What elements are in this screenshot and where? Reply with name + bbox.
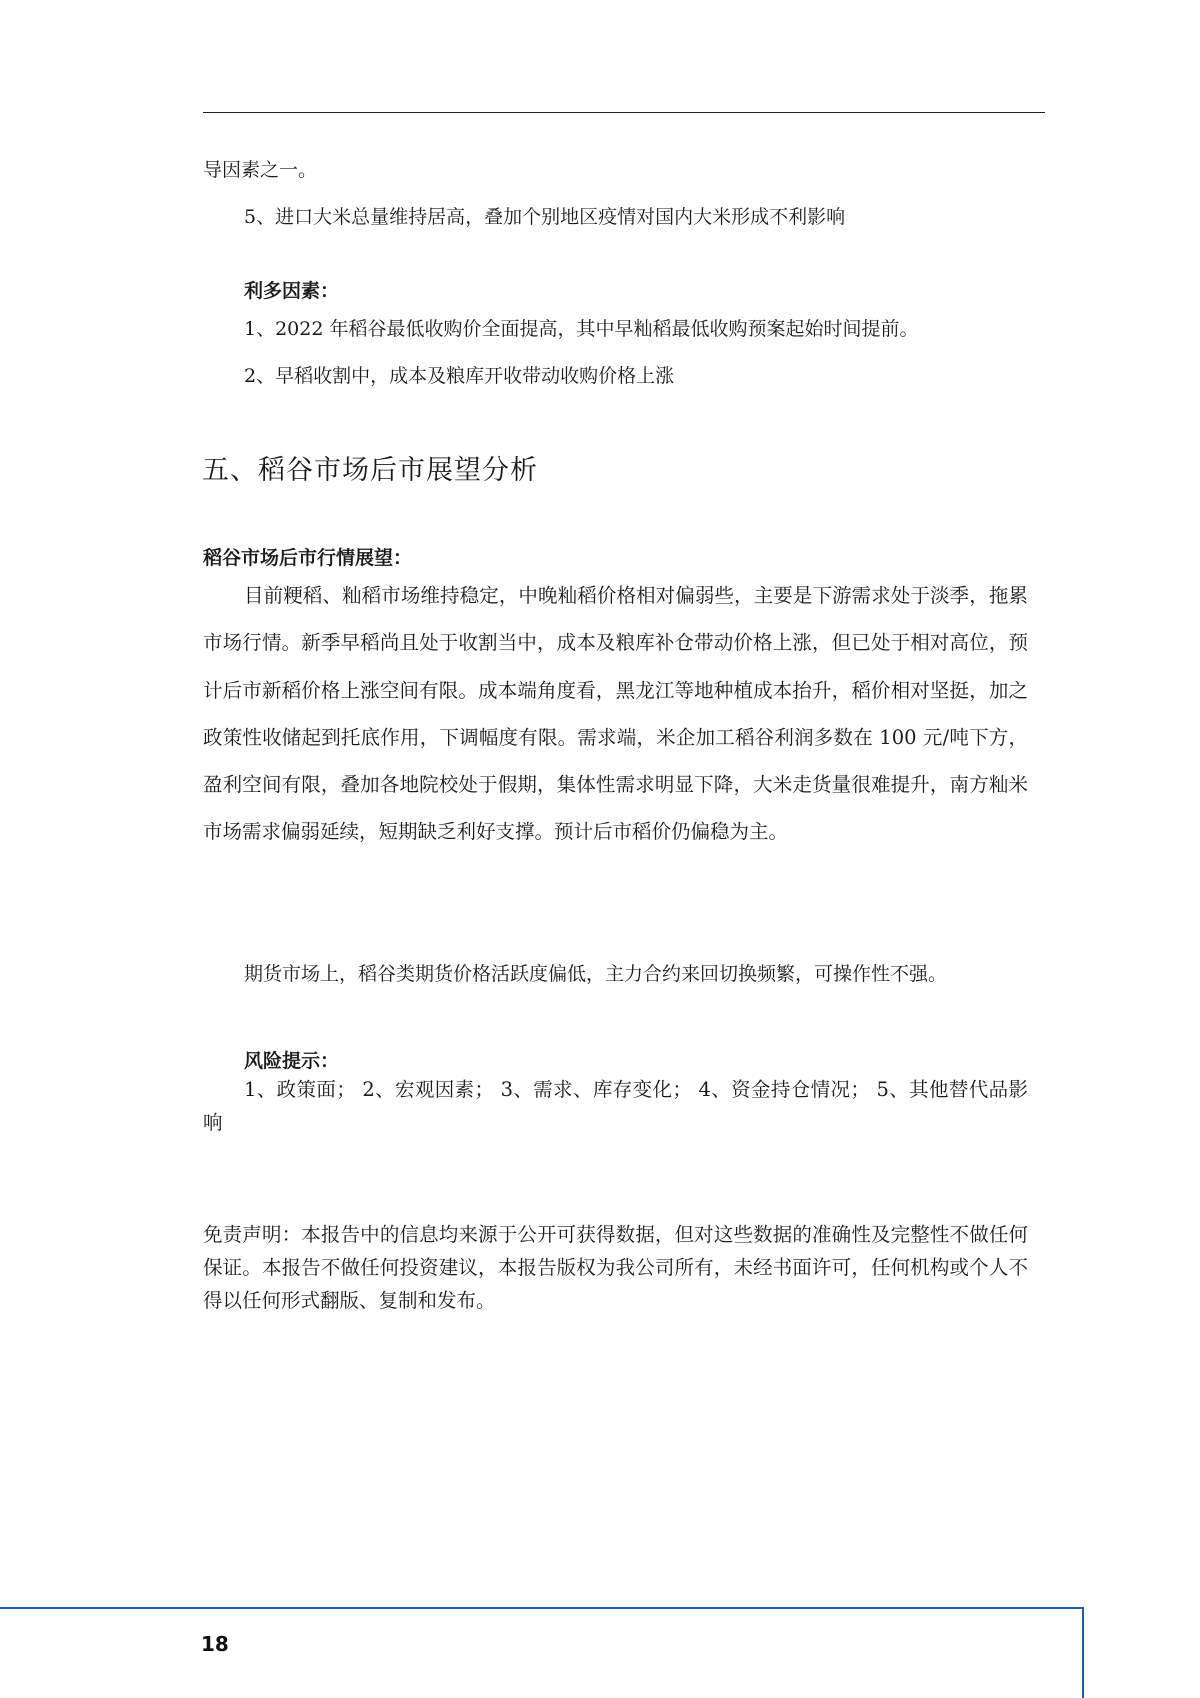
negative-item-5: 5、进口大米总量维持居高，叠加个别地区疫情对国内大米形成不利影响 <box>244 206 846 228</box>
continuation-line: 导因素之一。 <box>203 159 318 181</box>
outlook-title: 稻谷市场后市行情展望： <box>203 547 413 569</box>
disclaimer: 免责声明：本报告中的信息均来源于公开可获得数据，但对这些数据的准确性及完整性不做任何保证。本报告不做任何投资建议，本报告版权为我公司所有，未经书面许可，任何机构或个人不得以任何形式翻版、复制和发布。 <box>203 1223 1028 1312</box>
positive-item-1: 1、2022 年稻谷最低收购价全面提高，其中早籼稻最低收购预案起始时间提前。 <box>244 318 919 340</box>
section-heading: 五、稻谷市场后市展望分析 <box>202 455 538 486</box>
footer-frame-right <box>1082 1607 1084 1698</box>
header-rule <box>203 112 1045 113</box>
outlook-paragraph: 目前粳稻、籼稻市场维持稳定，中晚籼稻价格相对偏弱些，主要是下游需求处于淡季，拖累市场行情。新季早稻尚且处于收割当中，成本及粮库补仓带动价格上涨，但已处于相对高位，预计后市新稻价格上涨空间有限。成本端角度看，黑龙江等地种植成本抬升，稻价相对坚挺，加之政策性收储起到托底作用，下调幅度有限。需求端，米企加工稻谷利润多数在 100 元/吨下方，盈利空间有限，叠加各地院校处于假期，集体性需求明显下降，大米走货量很难提升，南方籼米市场需求偏弱延续，短期缺乏利好支撑。预计后市稻价仍偏稳为主。 <box>203 584 1028 844</box>
futures-paragraph: 期货市场上，稻谷类期货价格活跃度偏低，主力合约来回切换频繁，可操作性不强。 <box>244 963 948 985</box>
positive-item-2: 2、早稻收割中，成本及粮库开收带动收购价格上涨 <box>244 365 675 387</box>
risk-title: 风险提示： <box>244 1050 340 1072</box>
risk-text: 1、政策面； 2、宏观因素； 3、需求、库存变化； 4、资金持仓情况； 5、其他替代品影响 <box>203 1078 1028 1134</box>
footer-frame-top <box>0 1607 1084 1609</box>
page-number: 18 <box>201 1632 229 1656</box>
positive-factors-title: 利多因素： <box>244 280 340 302</box>
